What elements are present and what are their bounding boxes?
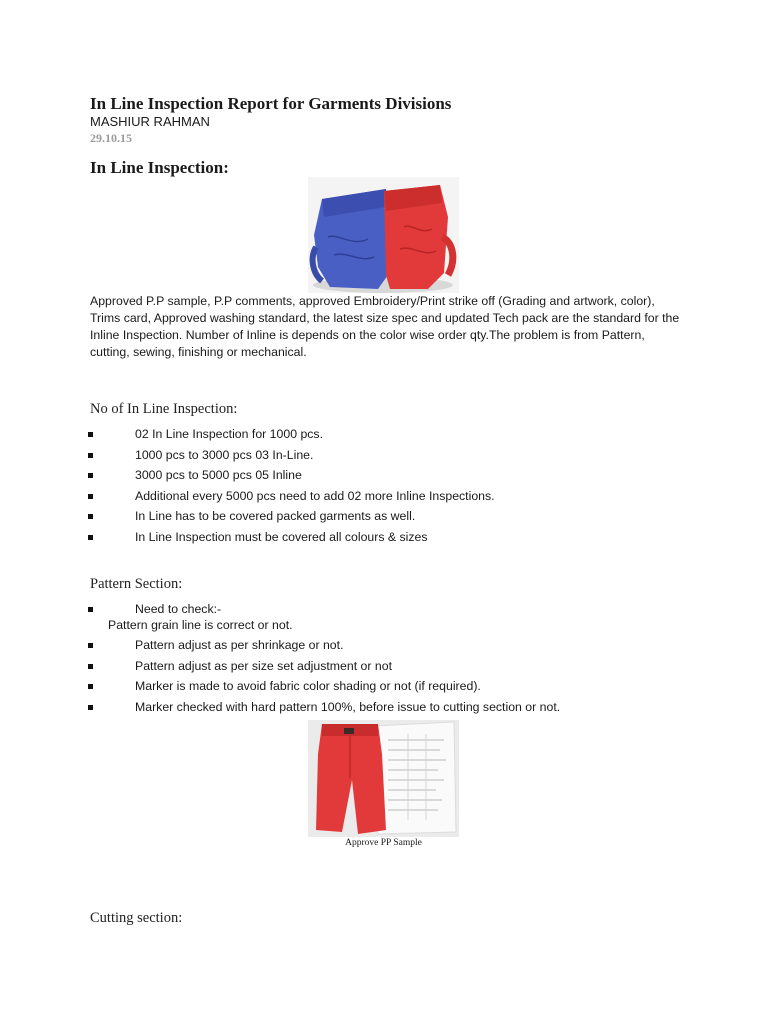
bullet-icon (88, 473, 93, 478)
bullet-icon (88, 432, 93, 437)
bullet-icon (88, 643, 93, 648)
bullet-icon (88, 664, 93, 669)
bullet-icon (88, 684, 93, 689)
author-name: MASHIUR RAHMAN (90, 114, 210, 129)
report-date: 29.10.15 (90, 131, 132, 145)
bullet-icon (88, 453, 93, 458)
bullet-icon (88, 535, 93, 540)
approve-pp-sample-photo (308, 720, 459, 837)
section-heading-no-of-inline: No of In Line Inspection: (90, 401, 238, 417)
bullet-icon (88, 514, 93, 519)
bullet-icon (88, 607, 93, 612)
section-heading-inline-inspection: In Line Inspection: (90, 158, 229, 177)
document-page: In Line Inspection Report for Garments Divisions MASHIUR RAHMAN 29.10.15 In Line Inspection: Approved P.P sample, P.P comments, approved Embroidery/Print strike off (Grading and artwork, color), Trims card, Approved washing standard, the latest size spec and updated Tech pack are the standard for the Inline Inspection. Number of Inline is depends on the color wise order qty.The problem is from Pattern, cutting, sewing, finishing or mechanical. No of In Line Inspection: 02 In Line Inspection for 1000 pcs. 1000 pcs to 3000 pcs 03 In-Line. 3000 pcs to 5000 pcs 05 Inline Additional every 5000 pcs need to add 02 more Inline Inspections. In Line has to be covered packed garments as well. In Line Inspection must be covered all colours & sizes Pattern Section: Need to check:- Pattern grain line is correct or not. Pattern adjust as per shrinkage or not. Pattern adjust as per size set adjustment or not Marker is made to avoid fabric color shading or not (if required). Marker checked with hard pattern 100%, before issue to cutting section or not. Approve PP Sample Cutting section: (90, 94, 680, 926)
bullet-icon (88, 705, 93, 710)
intro-paragraph: Approved P.P sample, P.P comments, approved Embroidery/Print strike off (Grading and artwork, color), Trims card, Approved washing standard, the latest size spec and updated Tech pack are the standard for the Inline Inspection. Number of Inline is depends on the color wise order qty.The problem is from Pattern, cutting, sewing, finishing or mechanical. (90, 294, 680, 359)
bullet-icon (88, 494, 93, 499)
report-title: In Line Inspection Report for Garments Divisions (90, 94, 452, 113)
figure-caption: Approve PP Sample (345, 838, 422, 848)
folded-garments-photo (308, 177, 459, 293)
section-heading-pattern: Pattern Section: (90, 576, 183, 592)
pattern-grain-line-note: Pattern grain line is correct or not. (108, 618, 293, 632)
section-heading-cutting: Cutting section: (90, 910, 183, 926)
